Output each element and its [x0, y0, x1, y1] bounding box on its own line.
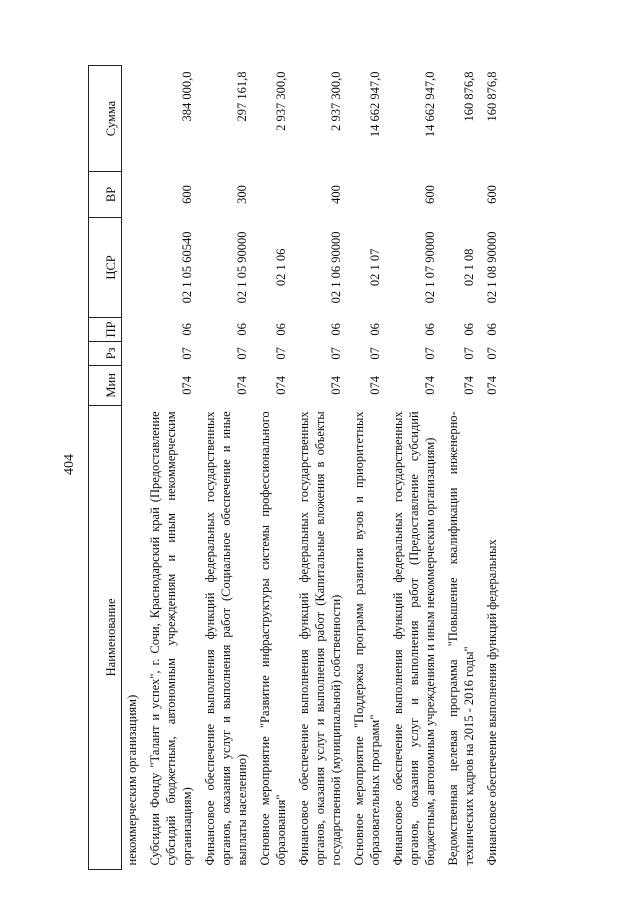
row-rz: 07: [368, 347, 382, 360]
header-pr: ПР: [89, 317, 122, 341]
row-csr: 02 1 06 90000: [329, 231, 343, 304]
row-vr: 300: [235, 185, 249, 204]
row-name: Основное мероприятие "Развитие инфраструктуры системы профессионального образования": [258, 411, 288, 866]
row-csr: 02 1 08: [462, 248, 476, 287]
header-vr: ВР: [89, 171, 122, 217]
row-pr: 06: [485, 323, 499, 336]
row-pr: 06: [235, 323, 249, 336]
row-csr: 02 1 05 90000: [235, 231, 249, 304]
row-pr: 06: [462, 323, 476, 336]
row-rz: 07: [235, 347, 249, 360]
row-vr: [255, 171, 294, 217]
row-sum: [122, 66, 146, 172]
row-name: Финансовое обеспечение выполнения функций федеральных: [485, 539, 499, 866]
row-sum: 297 161,8: [235, 71, 249, 122]
row-rz: 07: [180, 347, 194, 360]
row-pr: 06: [423, 323, 437, 336]
row-name: Финансовое обеспечение выполнения функций федеральных государственных органов, оказания услуг и выполнения работ (Капитальные вложения в объекты государственной (муниципальной) собственности): [297, 411, 343, 866]
row-vr: [122, 171, 146, 217]
table-header: [89, 66, 122, 870]
row-min: 074: [462, 375, 476, 395]
page-number: 404: [62, 454, 77, 475]
table-row: [294, 66, 349, 870]
row-sum: 2 937 300,0: [329, 71, 343, 131]
row-vr: [443, 171, 482, 217]
header-name: Наименование: [89, 405, 122, 869]
row-pr: 06: [180, 323, 194, 336]
row-min: 074: [485, 375, 499, 395]
row-rz: 07: [274, 347, 288, 360]
table-row: [145, 66, 200, 870]
row-min: 074: [368, 375, 382, 395]
row-vr: 600: [485, 185, 499, 204]
row-min: 074: [329, 375, 343, 395]
row-name: Ведомственная целевая программа "Повышение квалификации инженерно-технических кадров на 2015 - 2016 годы": [446, 411, 476, 866]
header-rz: Рз: [89, 341, 122, 365]
row-name: некоммерческим организациям): [125, 694, 139, 866]
table-row: [349, 66, 388, 870]
row-csr: 02 1 07 90000: [423, 231, 437, 304]
row-name: Основное мероприятие "Поддержка программ развития вузов и приоритетных образовательных программ": [352, 411, 382, 866]
row-csr: 02 1 08 90000: [485, 231, 499, 304]
row-min: 074: [423, 375, 437, 395]
table-body: [122, 66, 506, 870]
row-pr: 06: [329, 323, 343, 336]
row-name: Финансовое обеспечение выполнения функций федеральных государственных органов, оказания услуг и выполнения работ (Предоставление субсидий бюджетным, автономным учреждениям и иным некоммерческим организациям): [391, 411, 437, 866]
row-min: [122, 365, 146, 405]
row-vr: 400: [329, 185, 343, 204]
budget-table: [88, 65, 505, 870]
row-sum: 14 662 947,0: [368, 71, 382, 138]
table-row: [482, 66, 505, 870]
row-sum: 384 000,0: [180, 71, 194, 122]
row-csr: 02 1 06: [274, 248, 288, 287]
row-min: 074: [235, 375, 249, 395]
row-pr: [122, 317, 146, 341]
header-min: Мин: [89, 365, 122, 405]
row-rz: [122, 341, 146, 365]
table-row: [255, 66, 294, 870]
header-sum: Сумма: [89, 66, 122, 172]
row-rz: 07: [329, 347, 343, 360]
row-sum: 160 876,8: [462, 71, 476, 122]
row-rz: 07: [423, 347, 437, 360]
row-vr: [349, 171, 388, 217]
row-min: 074: [274, 375, 288, 395]
table-row: [388, 66, 443, 870]
header-csr: ЦСР: [89, 217, 122, 317]
row-rz: 07: [462, 347, 476, 360]
table-row: [443, 66, 482, 870]
row-csr: 02 1 07: [368, 248, 382, 287]
table-row: [200, 66, 255, 870]
row-sum: 2 937 300,0: [274, 71, 288, 131]
row-csr: 02 1 05 60540: [180, 231, 194, 304]
row-rz: 07: [485, 347, 499, 360]
row-name: Субсидии Фонду "Талант и успех", г. Сочи, Краснодарский край (Предоставление субсидий бюджетным, автономным учреждениям и иным некоммерческим организациям): [148, 411, 194, 866]
row-csr: [122, 217, 146, 317]
row-pr: 06: [368, 323, 382, 336]
rotated-page: [60, 65, 620, 870]
row-sum: 14 662 947,0: [423, 71, 437, 138]
row-vr: 600: [423, 185, 437, 204]
row-vr: 600: [180, 185, 194, 204]
row-pr: 06: [274, 323, 288, 336]
row-min: 074: [180, 375, 194, 395]
table-row: [122, 66, 146, 870]
row-sum: 160 876,8: [485, 71, 499, 122]
row-name: Финансовое обеспечение выполнения функций федеральных государственных органов, оказания услуг и выполнения работ (Социальное обеспечение и иные выплаты населению): [203, 411, 249, 866]
